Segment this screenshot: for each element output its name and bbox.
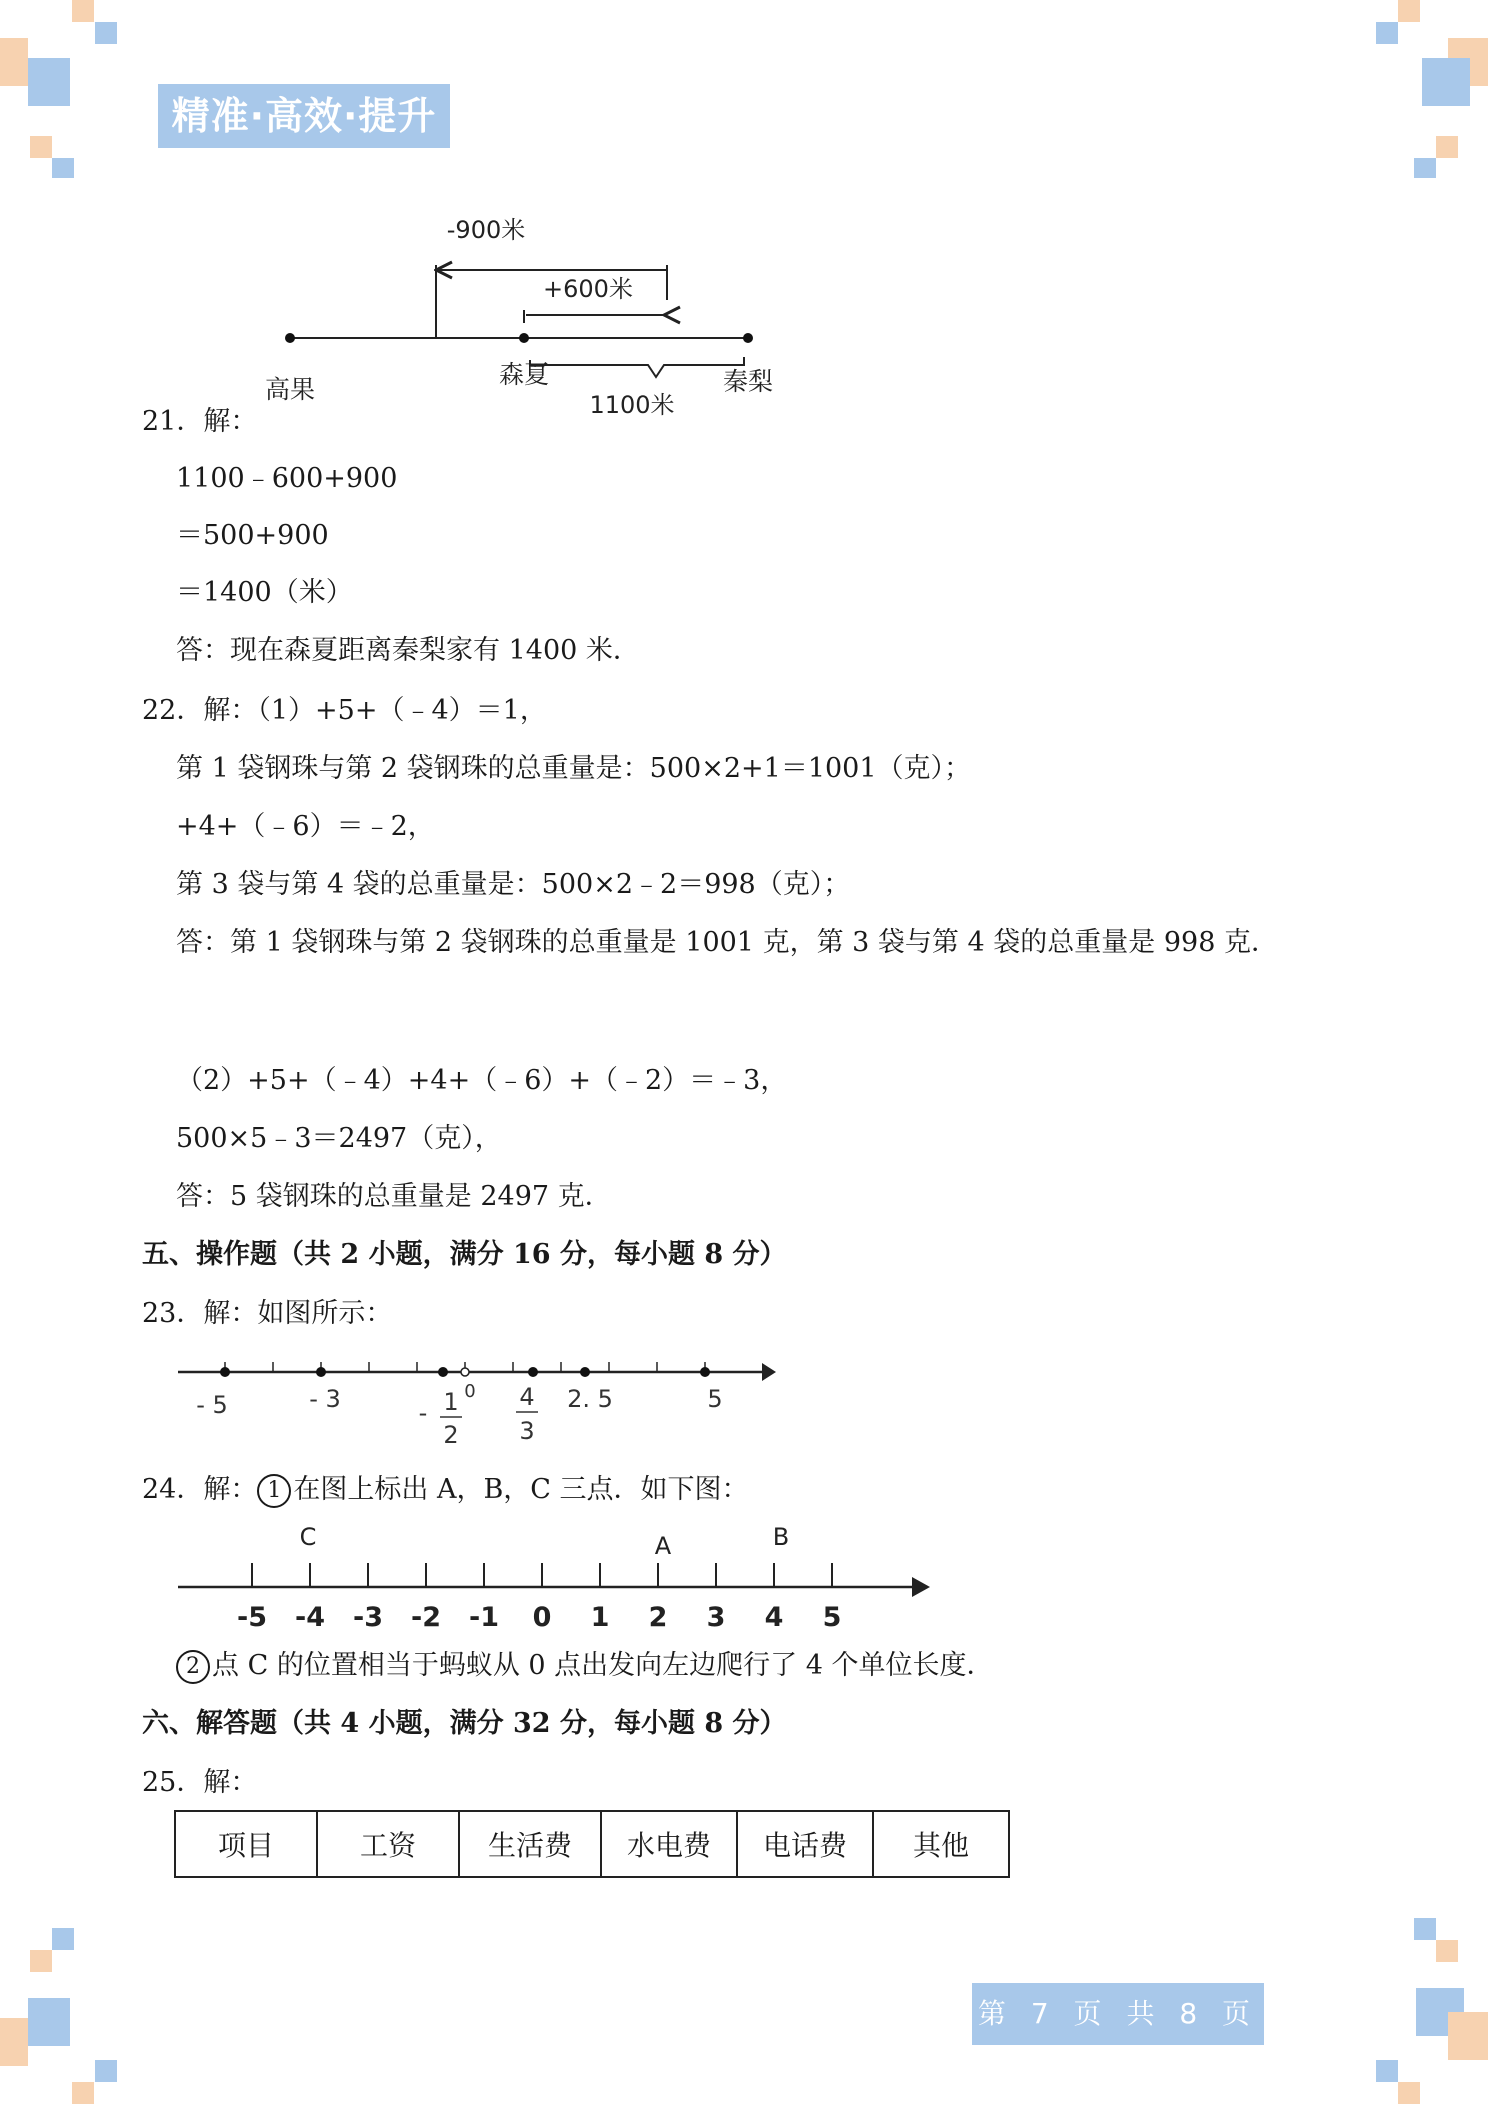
label-minus-3: - 3 <box>309 1385 341 1413</box>
label-plus-600: +600米 <box>543 275 633 303</box>
tick-label: -1 <box>469 1602 499 1633</box>
tick-label: -3 <box>353 1602 383 1633</box>
point-minus-half <box>438 1367 448 1377</box>
tick-label: 2 <box>648 1602 668 1633</box>
tick-label: 3 <box>706 1602 726 1633</box>
label-four-thirds-den: 3 <box>519 1417 535 1445</box>
q21-heading: 21．解： <box>142 406 258 437</box>
label-qinli: 秦梨 <box>722 367 774 396</box>
tick-label: -4 <box>295 1602 325 1633</box>
tick-label: 1 <box>590 1602 610 1633</box>
q22-part2-line-1: （2）+5+（﹣4）+4+（﹣6）+（﹣2）＝﹣3， <box>176 1065 788 1096</box>
section-5-title: 五、操作题（共 2 小题，满分 16 分，每小题 8 分） <box>142 1239 787 1270</box>
table-header-cell: 工资 <box>317 1811 459 1877</box>
q22-line-2: +4+（﹣6）＝﹣2， <box>176 811 435 842</box>
label-senxia: 森夏 <box>498 360 550 389</box>
q24-head-text: 24．解： <box>142 1474 258 1505</box>
q22-part2-line-2: 500×5﹣3＝2497（克）， <box>176 1123 502 1154</box>
section-6-title: 六、解答题（共 4 小题，满分 32 分，每小题 8 分） <box>142 1708 787 1739</box>
tick-label: -2 <box>411 1602 441 1633</box>
point-four-thirds <box>528 1367 538 1377</box>
q21-line-2: ＝500+900 <box>176 520 329 551</box>
label-gaoguo: 高果 <box>264 375 316 404</box>
header-badge: 精准·高效·提升 <box>158 84 450 148</box>
page-number-badge: 第 7 页 共 8 页 <box>972 1983 1264 2045</box>
point-label-b: B <box>772 1523 790 1551</box>
q21-answer: 答：现在森夏距离秦梨家有 1400 米． <box>176 635 640 666</box>
point-zero <box>461 1368 469 1376</box>
q21-line-3: ＝1400（米） <box>176 577 353 608</box>
table-header-cell: 生活费 <box>459 1811 601 1877</box>
arrow-head-icon <box>912 1577 930 1597</box>
label-four-thirds-num: 4 <box>519 1383 535 1411</box>
label-minus-5: - 5 <box>196 1391 228 1419</box>
tick-label: 0 <box>532 1602 552 1633</box>
label-zero: 0 <box>464 1381 476 1402</box>
table-header-cell: 其他 <box>873 1811 1009 1877</box>
q21-line-1: 1100﹣600+900 <box>176 463 398 494</box>
table-header-cell: 项目 <box>175 1811 317 1877</box>
label-half-numerator: 1 <box>443 1388 459 1416</box>
label-neg-sign: - <box>418 1399 428 1427</box>
label-1100: 1100米 <box>589 391 675 419</box>
q22-heading: 22．解：（1）+5+（﹣4）＝1， <box>142 695 547 726</box>
q23-heading: 23．解：如图所示： <box>142 1298 393 1329</box>
q22-part2-answer: 答：5 袋钢珠的总重量是 2497 克． <box>176 1181 612 1212</box>
qinli-point <box>743 333 753 343</box>
point-2-5 <box>580 1367 590 1377</box>
q24-conclusion <box>176 1648 994 1684</box>
circled-number-2: 2 <box>176 1650 210 1684</box>
table-header-cell: 电话费 <box>737 1811 873 1877</box>
q24-heading <box>142 1472 749 1508</box>
point-label-c: C <box>299 1523 317 1551</box>
point-5 <box>700 1367 710 1377</box>
point-minus-5 <box>220 1367 230 1377</box>
q21-distance-diagram <box>264 205 810 435</box>
label-minus-900: -900米 <box>446 216 526 244</box>
q23-number-line <box>170 1350 790 1460</box>
arrow-head-icon <box>762 1363 776 1381</box>
q25-heading: 25．解： <box>142 1767 258 1798</box>
label-2-5: 2. 5 <box>567 1385 613 1413</box>
table-header-cell: 水电费 <box>601 1811 737 1877</box>
q24-instruction: 在图上标出 A，B，C 三点．如下图： <box>293 1474 749 1505</box>
q22-line-3: 第 3 袋与第 4 袋的总重量是：500×2﹣2＝998（克）； <box>176 869 851 900</box>
tick-label: 5 <box>822 1602 842 1633</box>
circled-number-1: 1 <box>257 1474 291 1508</box>
point-minus-3 <box>316 1367 326 1377</box>
label-5: 5 <box>707 1385 723 1413</box>
q22-line-1: 第 1 袋钢珠与第 2 袋钢珠的总重量是：500×2+1＝1001（克）； <box>176 753 972 784</box>
expense-table <box>174 1810 1010 1878</box>
q24-number-line <box>170 1515 940 1635</box>
table-row <box>175 1811 1009 1877</box>
q24-conclusion-text: 点 C 的位置相当于蚂蚁从 0 点出发向左边爬行了 4 个单位长度． <box>212 1650 994 1681</box>
label-half-denominator: 2 <box>443 1421 459 1449</box>
tick-label: -5 <box>237 1602 267 1633</box>
tick-label: 4 <box>764 1602 784 1633</box>
senxia-point <box>519 333 529 343</box>
q22-answer-1: 答：第 1 袋钢珠与第 2 袋钢珠的总重量是 1001 克，第 3 袋与第 4 袋的总重量是 998 克． <box>176 927 1278 958</box>
gaoguo-point <box>285 333 295 343</box>
point-label-a: A <box>654 1532 672 1560</box>
